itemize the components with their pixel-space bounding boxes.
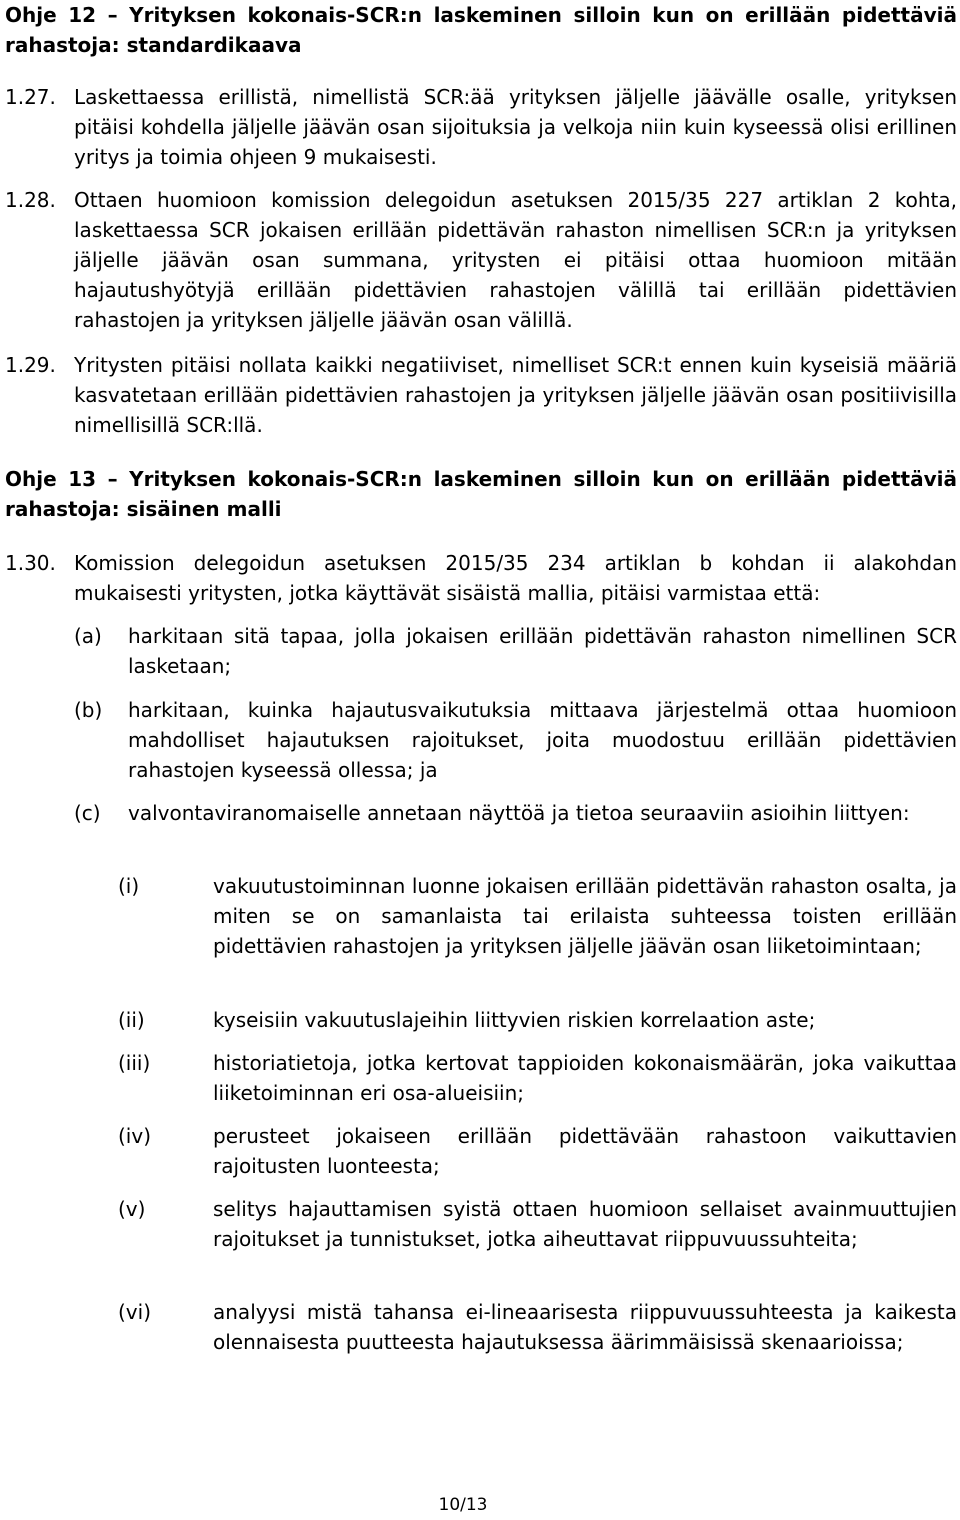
sub-item-label: (iv) <box>118 1124 151 1148</box>
sub-item-text: perusteet jokaiseen erillään pidettävään rahastoon vaikuttavien rajoitusten luonteesta; <box>213 1124 957 1178</box>
paragraph-number: 1.27. <box>5 85 56 109</box>
sub-item-text: kyseisiin vakuutuslajeihin liittyvien riskien korrelaation aste; <box>213 1008 816 1032</box>
guideline-12-heading: Ohje 12 – Yrityksen kokonais-SCR:n laskeminen silloin kun on erillään pidettäviä rahastoja: standardikaava <box>5 3 957 57</box>
paragraph-1-30 <box>5 548 957 608</box>
list-item-label: (b) <box>74 698 103 722</box>
list-item-label: (c) <box>74 801 101 825</box>
paragraph-1-27 <box>5 82 957 172</box>
list-item-b <box>74 695 957 785</box>
guideline-13-heading: Ohje 13 – Yrityksen kokonais-SCR:n laskeminen silloin kun on erillään pidettäviä rahastoja: sisäinen malli <box>5 467 957 521</box>
paragraph-1-28 <box>5 185 957 335</box>
sub-item-label: (ii) <box>118 1008 145 1032</box>
list-item-a <box>74 621 957 681</box>
sub-item-text: vakuutustoiminnan luonne jokaisen erillään pidettävän rahaston osalta, ja miten se on samanlaista tai erilaista suhteessa toisten erillään pidettävien rahastojen ja yrityksen jäljelle jäävän osan liiketoimintaan; <box>213 874 957 958</box>
sub-item-ii <box>118 1005 957 1035</box>
sub-item-vi <box>118 1297 957 1357</box>
page-number: 10/13 <box>438 1495 488 1515</box>
sub-item-iii <box>118 1048 957 1108</box>
sub-item-text: selitys hajauttamisen syistä ottaen huomioon sellaiset avainmuuttujien rajoitukset ja tunnistukset, jotka aiheuttavat riippuvuussuhteita; <box>213 1197 957 1251</box>
sub-item-text: historiatietoja, jotka kertovat tappioiden kokonaismäärän, joka vaikuttaa liiketoiminnan eri osa-alueisiin; <box>213 1051 957 1105</box>
paragraph-number: 1.30. <box>5 551 56 575</box>
sub-item-label: (vi) <box>118 1300 151 1324</box>
paragraph-text: Laskettaessa erillistä, nimellistä SCR:ää yrityksen jäljelle jäävälle osalle, yrityksen pitäisi kohdella jäljelle jäävän osan sijoituksia ja velkoja niin kuin kyseessä olisi erillinen yritys ja toimia ohjeen 9 mukaisesti. <box>74 85 957 169</box>
paragraph-number: 1.29. <box>5 353 56 377</box>
paragraph-text: Yritysten pitäisi nollata kaikki negatiiviset, nimelliset SCR:t ennen kuin kyseisiä määriä kasvatetaan erillään pidettävien rahastojen ja yrityksen jäljelle jäävän osan positiivisilla nimellisillä SCR:llä. <box>74 353 957 437</box>
list-item-c <box>74 798 957 828</box>
sub-item-v <box>118 1194 957 1254</box>
list-item-label: (a) <box>74 624 102 648</box>
sub-item-label: (i) <box>118 874 140 898</box>
paragraph-number: 1.28. <box>5 188 56 212</box>
list-item-text: valvontaviranomaiselle annetaan näyttöä ja tietoa seuraaviin asioihin liittyen: <box>128 801 910 825</box>
list-item-text: harkitaan sitä tapaa, jolla jokaisen erillään pidettävän rahaston nimellinen SCR lasketaan; <box>128 624 957 678</box>
sub-item-label: (iii) <box>118 1051 151 1075</box>
sub-item-label: (v) <box>118 1197 146 1221</box>
paragraph-1-29 <box>5 350 957 440</box>
sub-item-text: analyysi mistä tahansa ei-lineaarisesta riippuvuussuhteesta ja kaikesta olennaisesta puutteesta hajautuksessa äärimmäisissä skenaarioissa; <box>213 1300 957 1354</box>
list-item-text: harkitaan, kuinka hajautusvaikutuksia mittaava järjestelmä ottaa huomioon mahdolliset hajautuksen rajoitukset, joita muodostuu erillään pidettävien rahastojen kyseessä ollessa; ja <box>128 698 957 782</box>
sub-item-iv <box>118 1121 957 1181</box>
sub-item-i <box>118 871 957 961</box>
paragraph-text: Komission delegoidun asetuksen 2015/35 234 artiklan b kohdan ii alakohdan mukaisesti yritysten, jotka käyttävät sisäistä mallia, pitäisi varmistaa että: <box>74 551 957 605</box>
paragraph-text: Ottaen huomioon komission delegoidun asetuksen 2015/35 227 artiklan 2 kohta, laskettaessa SCR jokaisen erillään pidettävän rahaston nimellisen SCR:n ja yrityksen jäljelle jäävän osan summana, yritysten ei pitäisi ottaa huomioon mitään hajautushyötyjä erillään pidettävien rahastojen välillä tai erillään pidettävien rahastojen ja yrityksen jäljelle jäävän osan välillä. <box>74 188 957 332</box>
